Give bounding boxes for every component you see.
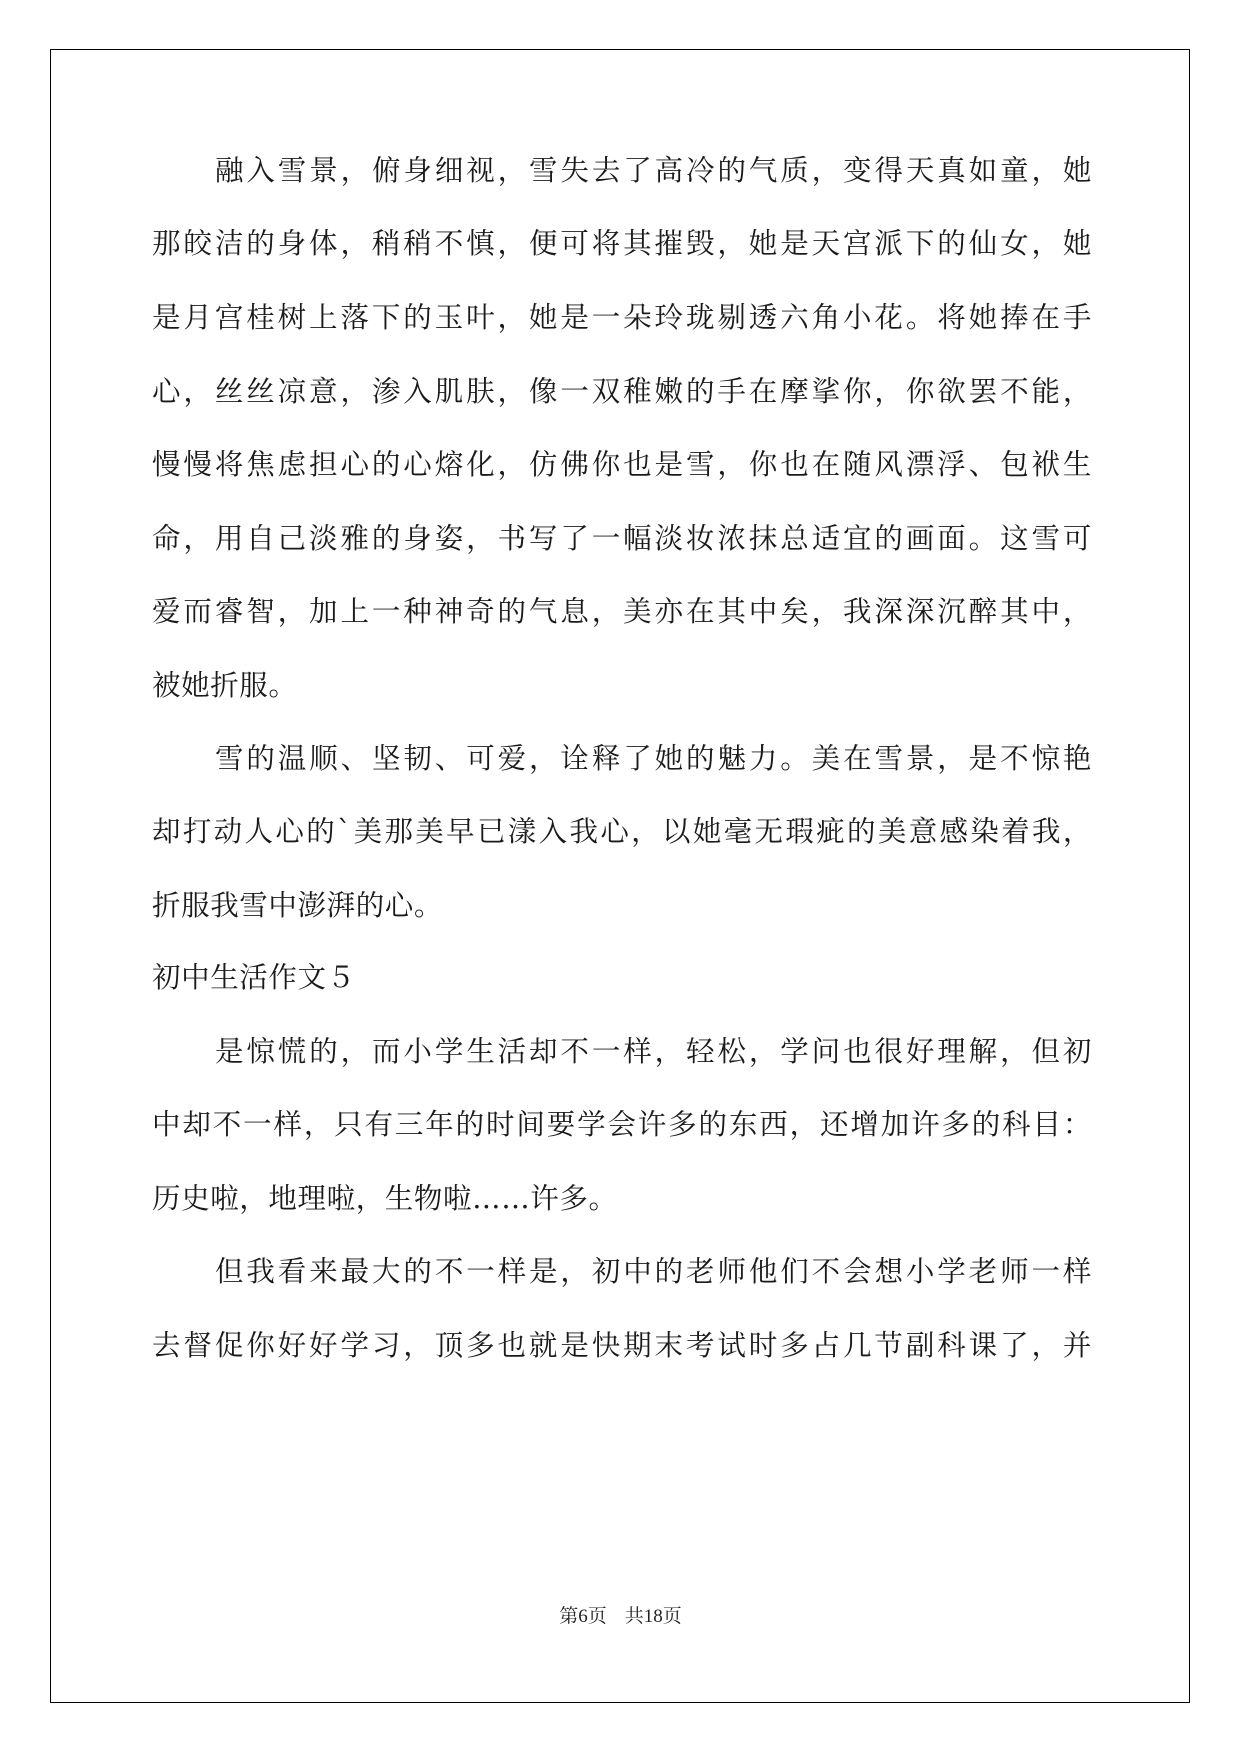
paragraph-line: 历史啦，地理啦，生物啦……许多。 [152,1182,618,1215]
section-heading: 初中生活作文５ [152,961,356,994]
page-total: 共18页 [624,1606,682,1627]
paragraph-line: 却打动人心的`美那美早已漾入我心，以她毫无瑕疵的美意感染着我， [152,815,1092,848]
paragraph-line: 慢慢将焦虑担心的心熔化，仿佛你也是雪，你也在随风漂浮、包袱生 [152,448,1092,481]
paragraph-line: 被她折服。 [152,669,298,702]
paragraph-line: 但我看来最大的不一样是，初中的老师他们不会想小学老师一样 [215,1255,1092,1288]
paragraph-line: 是惊慌的，而小学生活却不一样，轻松，学问也很好理解，但初 [215,1035,1092,1068]
paragraph-line: 是月宫桂树上落下的玉叶，她是一朵玲珑剔透六角小花。将她捧在手 [152,301,1092,334]
paragraph-line: 中却不一样，只有三年的时间要学会许多的东西，还增加许多的科目： [152,1108,1092,1141]
paragraph-line: 命，用自己淡雅的身姿，书写了一幅淡妆浓抹总适宜的画面。这雪可 [152,522,1092,555]
paragraph-line: 去督促你好好学习，顶多也就是快期末考试时多占几节副科课了，并 [152,1329,1092,1362]
paragraph-line: 爱而睿智，加上一种神奇的气息，美亦在其中矣，我深深沉醉其中， [152,595,1092,628]
paragraph-line: 那皎洁的身体，稍稍不慎，便可将其摧毁，她是天宫派下的仙女，她 [152,227,1092,260]
paragraph-line: 心，丝丝凉意，渗入肌肤，像一双稚嫩的手在摩挲你，你欲罢不能， [152,375,1092,408]
paragraph-line: 折服我雪中澎湃的心。 [152,889,444,922]
page-number: 第6页 [559,1606,607,1627]
paragraph-line: 融入雪景，俯身细视，雪失去了高冷的气质，变得天真如童，她 [215,154,1092,187]
page-footer [0,1605,1241,1629]
paragraph-line: 雪的温顺、坚韧、可爱，诠释了她的魅力。美在雪景，是不惊艳 [215,742,1092,775]
